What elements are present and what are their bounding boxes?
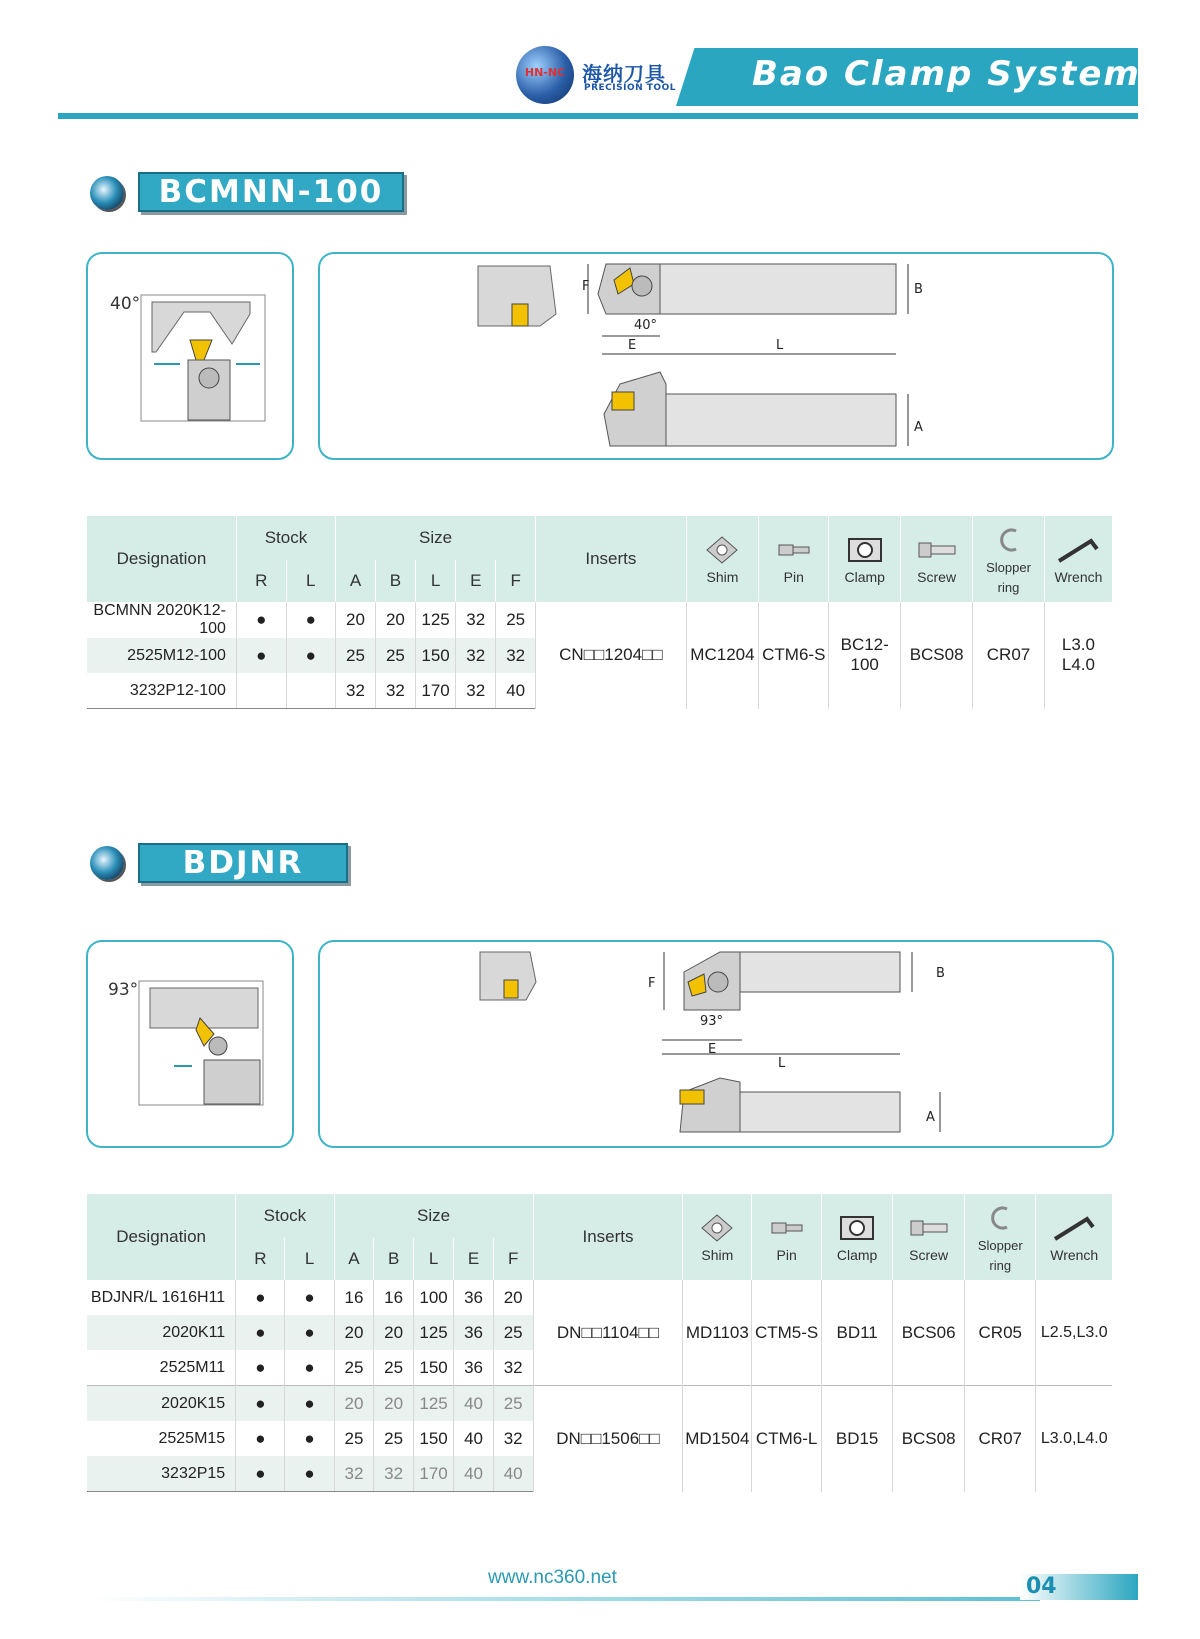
- row-stock-l: ●: [285, 1456, 334, 1492]
- col-screw: [893, 1194, 965, 1280]
- angle-label: 40°: [110, 294, 141, 314]
- row-size-b: 25: [374, 1350, 414, 1386]
- col-size-f: F: [496, 560, 536, 602]
- group-wrench: L3.0,L4.0: [1036, 1386, 1112, 1492]
- row-stock-l: ●: [286, 638, 336, 673]
- row-size-l: 125: [413, 1315, 453, 1350]
- col-stock-r: R: [236, 560, 286, 602]
- pin-icon: [775, 535, 813, 565]
- shim-icon: [705, 535, 739, 565]
- col-shim-label: Shim: [701, 1247, 734, 1263]
- row-size-e: 40: [454, 1456, 494, 1492]
- col-designation: Designation: [87, 516, 237, 602]
- row-size-a: 32: [334, 1456, 374, 1492]
- row-designation: 2525M11: [159, 1358, 226, 1376]
- row-size-b: 20: [375, 602, 415, 638]
- row-size-l: 150: [413, 1350, 453, 1386]
- col-size-l: L: [413, 1238, 453, 1280]
- group-clamp: BD11: [822, 1280, 893, 1386]
- row-size-b: 20: [374, 1315, 414, 1350]
- col-clamp-label: Clamp: [844, 569, 885, 585]
- group-wrench: [1044, 602, 1112, 709]
- row-size-l: 100: [413, 1280, 453, 1315]
- dim-label-b: B: [914, 282, 923, 297]
- row-size-f: 25: [493, 1315, 533, 1350]
- workpiece-angle-diagram: [140, 294, 266, 422]
- logo-chinese-text: 海纳刀具: [582, 62, 666, 86]
- row-size-a: 25: [334, 1421, 374, 1456]
- bcmnn-spec-table: [86, 516, 1112, 709]
- row-size-e: 36: [454, 1280, 494, 1315]
- angle-label: 93°: [108, 980, 139, 1000]
- col-shim: [683, 1194, 752, 1280]
- col-pin: [752, 1194, 822, 1280]
- group-slopper: CR07: [973, 602, 1045, 709]
- dim-label-b: B: [936, 966, 945, 981]
- col-stock: Stock: [236, 516, 335, 560]
- angle-diagram-box: [86, 252, 294, 460]
- group-pin: CTM6-L: [752, 1386, 822, 1492]
- table-row: [87, 602, 1113, 638]
- row-designation: 2525M12-100: [87, 638, 237, 673]
- col-slopper-ring: [973, 516, 1045, 602]
- table-row: [87, 1386, 1113, 1422]
- dim-label-angle: 93°: [700, 1014, 724, 1029]
- row-size-b: 25: [375, 638, 415, 673]
- col-screw-label: Screw: [909, 1247, 949, 1263]
- row-size-e: 32: [456, 602, 496, 638]
- group-inserts: CN□□1204□□: [536, 602, 687, 709]
- col-size: Size: [336, 516, 536, 560]
- row-stock-l: ●: [285, 1280, 334, 1315]
- row-size-e: 36: [454, 1315, 494, 1350]
- col-shim: [686, 516, 759, 602]
- workpiece-angle-diagram: [138, 980, 266, 1108]
- row-size-f: 32: [493, 1421, 533, 1456]
- tool-dimension-diagram-box: [318, 940, 1114, 1148]
- col-size-e: E: [454, 1238, 494, 1280]
- group-shim: MD1504: [683, 1386, 752, 1492]
- row-size-l: 125: [413, 1386, 453, 1422]
- row-stock-l: ●: [285, 1315, 334, 1350]
- row-size-e: 32: [456, 673, 496, 709]
- row-designation: 2020K11: [87, 1315, 236, 1350]
- col-size-a: A: [334, 1238, 374, 1280]
- col-slopper-label: Slopper ring: [986, 560, 1031, 595]
- row-size-l: 170: [415, 673, 455, 709]
- row-stock-l: ●: [286, 602, 336, 638]
- row-stock-l: ●: [285, 1350, 334, 1386]
- group-slopper: CR07: [965, 1386, 1036, 1492]
- group-pin: CTM5-S: [752, 1280, 822, 1386]
- row-size-a: 25: [336, 638, 376, 673]
- col-size-a: A: [336, 560, 376, 602]
- group-clamp: BD15: [822, 1386, 893, 1492]
- row-size-f: 40: [493, 1456, 533, 1492]
- group-screw: BCS06: [893, 1280, 965, 1386]
- slopper-ring-icon: [985, 1203, 1015, 1233]
- row-size-b: 16: [374, 1280, 414, 1315]
- col-pin-label: Pin: [783, 569, 804, 585]
- logo-globe-icon: [516, 46, 574, 104]
- group-inserts: DN□□1506□□: [533, 1386, 683, 1492]
- row-stock-r: ●: [236, 1315, 285, 1350]
- row-designation: BDJNR/L 1616H11: [90, 1288, 226, 1306]
- section-bullet-icon: [90, 846, 124, 880]
- row-size-e: 32: [456, 638, 496, 673]
- col-wrench: [1036, 1194, 1112, 1280]
- group-wrench-2: L4.0: [1061, 655, 1095, 675]
- row-size-e: 40: [454, 1386, 494, 1422]
- group-screw: BCS08: [893, 1386, 965, 1492]
- row-designation: 3232P15: [87, 1456, 236, 1492]
- row-designation: 2525M15: [158, 1429, 226, 1447]
- row-size-a: 25: [334, 1350, 374, 1386]
- row-size-b: 32: [375, 673, 415, 709]
- row-size-f: 32: [493, 1350, 533, 1386]
- row-stock-r: ●: [236, 1421, 285, 1456]
- angle-diagram-box: [86, 940, 294, 1148]
- row-designation: 2020K15: [87, 1386, 236, 1422]
- logo-globe-text: HN-NC: [524, 66, 566, 79]
- row-size-b: 20: [374, 1386, 414, 1422]
- row-stock-r: ●: [236, 1350, 285, 1386]
- footer-rule: [90, 1597, 1040, 1601]
- dim-label-f: F: [582, 279, 590, 294]
- dim-label-angle: 40°: [634, 318, 658, 333]
- row-size-a: 16: [334, 1280, 374, 1315]
- row-stock-r: ●: [236, 602, 286, 638]
- col-inserts: Inserts: [536, 516, 687, 602]
- row-size-e: 36: [454, 1350, 494, 1386]
- col-wrench-label: Wrench: [1054, 569, 1103, 585]
- col-slopper-ring: [965, 1194, 1036, 1280]
- group-shim: MC1204: [686, 602, 759, 709]
- wrench-icon: [1055, 535, 1101, 565]
- dim-label-e: E: [708, 1042, 717, 1057]
- header-rule: [58, 113, 1138, 119]
- row-stock-r: [236, 673, 286, 709]
- col-size-b: B: [375, 560, 415, 602]
- row-size-f: 32: [496, 638, 536, 673]
- col-clamp: [829, 516, 901, 602]
- row-size-f: 25: [493, 1386, 533, 1422]
- shim-icon: [700, 1213, 734, 1243]
- row-stock-l: [286, 673, 336, 709]
- col-size-b: B: [374, 1238, 414, 1280]
- col-size-l: L: [415, 560, 455, 602]
- col-stock-l: L: [285, 1238, 334, 1280]
- col-screw: [901, 516, 973, 602]
- col-clamp-label: Clamp: [836, 1247, 878, 1263]
- col-size: Size: [334, 1194, 533, 1238]
- row-size-f: 40: [496, 673, 536, 709]
- tool-holder-drawing: [320, 254, 1112, 458]
- footer-url[interactable]: www.nc360.net: [488, 1567, 617, 1588]
- row-stock-l: ●: [285, 1386, 334, 1422]
- group-screw: BCS08: [901, 602, 973, 709]
- tool-dimension-diagram-box: [318, 252, 1114, 460]
- row-size-f: 20: [493, 1280, 533, 1315]
- dim-label-e: E: [628, 338, 637, 353]
- row-size-a: 32: [336, 673, 376, 709]
- col-size-e: E: [456, 560, 496, 602]
- slopper-ring-icon: [994, 525, 1024, 555]
- group-clamp: BC12-100: [829, 602, 901, 709]
- col-designation: Designation: [87, 1194, 236, 1280]
- dim-label-a: A: [926, 1110, 935, 1125]
- row-size-b: 25: [374, 1421, 414, 1456]
- group-shim: MD1103: [683, 1280, 752, 1386]
- row-size-f: 25: [496, 602, 536, 638]
- col-wrench-label: Wrench: [1050, 1247, 1099, 1263]
- table-row: [87, 1280, 1113, 1315]
- row-size-e: 40: [454, 1421, 494, 1456]
- col-pin: [759, 516, 829, 602]
- pin-icon: [768, 1213, 806, 1243]
- row-size-l: 170: [413, 1456, 453, 1492]
- row-stock-r: ●: [236, 1280, 285, 1315]
- col-pin-label: Pin: [776, 1247, 797, 1263]
- section-title-bdjnr: BDJNR: [138, 843, 348, 883]
- wrench-icon: [1051, 1213, 1097, 1243]
- row-size-a: 20: [334, 1386, 374, 1422]
- dim-label-a: A: [914, 420, 923, 435]
- row-size-l: 150: [415, 638, 455, 673]
- col-stock: Stock: [236, 1194, 334, 1238]
- row-designation: BCMNN 2020K12-100: [93, 602, 226, 637]
- banner-title: Bao Clamp System: [752, 54, 1141, 94]
- row-designation: 3232P12-100: [87, 673, 237, 709]
- dim-label-l: L: [776, 338, 784, 353]
- group-wrench: L2.5,L3.0: [1036, 1280, 1112, 1386]
- row-stock-r: ●: [236, 1456, 285, 1492]
- page-number: 04: [1026, 1574, 1057, 1599]
- clamp-icon: [845, 535, 885, 565]
- group-slopper: CR05: [965, 1280, 1036, 1386]
- col-slopper-label: Slopper ring: [977, 1238, 1023, 1273]
- row-size-a: 20: [336, 602, 376, 638]
- row-stock-r: ●: [236, 1386, 285, 1422]
- group-wrench-1: L3.0: [1061, 635, 1095, 655]
- dim-label-l: L: [778, 1056, 786, 1071]
- row-stock-r: ●: [236, 638, 286, 673]
- row-size-l: 150: [413, 1421, 453, 1456]
- row-size-b: 32: [374, 1456, 414, 1492]
- logo-english-text: PRECISION TOOL: [584, 83, 676, 93]
- row-size-l: 125: [415, 602, 455, 638]
- col-stock-r: R: [236, 1238, 285, 1280]
- clamp-icon: [837, 1213, 877, 1243]
- col-shim-label: Shim: [706, 569, 739, 585]
- col-inserts: Inserts: [533, 1194, 683, 1280]
- col-stock-l: L: [286, 560, 336, 602]
- section-title-bcmnn: BCMNN-100: [138, 172, 404, 212]
- bdjnr-spec-table: [86, 1194, 1112, 1492]
- col-screw-label: Screw: [917, 569, 957, 585]
- row-size-a: 20: [334, 1315, 374, 1350]
- group-pin: CTM6-S: [759, 602, 829, 709]
- row-stock-l: ●: [285, 1421, 334, 1456]
- group-inserts: DN□□1104□□: [533, 1280, 683, 1386]
- col-size-f: F: [493, 1238, 533, 1280]
- dim-label-f: F: [648, 976, 656, 991]
- section-bullet-icon: [90, 176, 124, 210]
- col-clamp: [822, 1194, 893, 1280]
- screw-icon: [915, 535, 959, 565]
- col-wrench: [1044, 516, 1112, 602]
- screw-icon: [907, 1213, 951, 1243]
